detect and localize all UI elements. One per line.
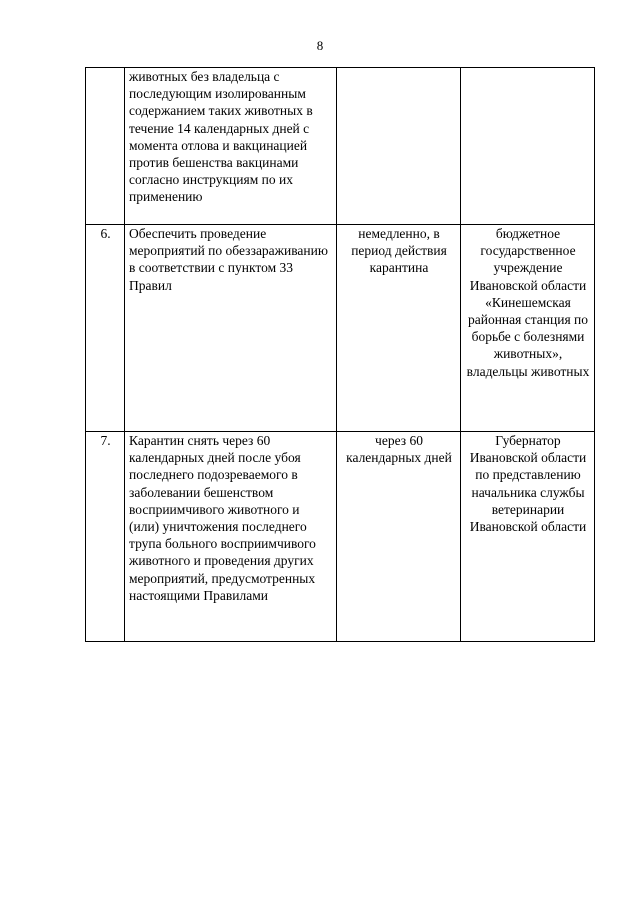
responsible-text: Губернатор Ивановской области по представлению начальника службы ветеринарии Ивановской области — [461, 432, 595, 642]
table-row — [86, 68, 595, 225]
measures-table — [85, 67, 595, 642]
row-number: 6. — [86, 225, 125, 432]
responsible-text: бюджетное государственное учреждение Ивановской области «Кинешемская районная станция по борьбе с болезнями животных», владельцы животных — [461, 225, 595, 432]
responsible-text — [461, 68, 595, 225]
measure-text: животных без владельца с последующим изолированным содержанием таких животных в течение 14 календарных дней с момента отлова и вакцинацией против бешенства вакцинами согласно инструкциям по их применению — [125, 68, 337, 225]
page-number: 8 — [316, 38, 324, 53]
table-row — [86, 432, 595, 642]
measure-text: Карантин снять через 60 календарных дней после убоя последнего подозреваемого в заболевании бешенством восприимчивого животного и (или) уничтожения последнего трупа больного восприимчивого животного и проведения других мероприятий, предусмотренных настоящими Правилами — [125, 432, 337, 642]
measure-text: Обеспечить проведение мероприятий по обеззараживанию в соответствии с пунктом 33 Правил — [125, 225, 337, 432]
row-number — [86, 68, 125, 225]
table-row — [86, 225, 595, 432]
term-text — [337, 68, 461, 225]
term-text: немедленно, в период действия карантина — [337, 225, 461, 432]
row-number: 7. — [86, 432, 125, 642]
term-text: через 60 календарных дней — [337, 432, 461, 642]
